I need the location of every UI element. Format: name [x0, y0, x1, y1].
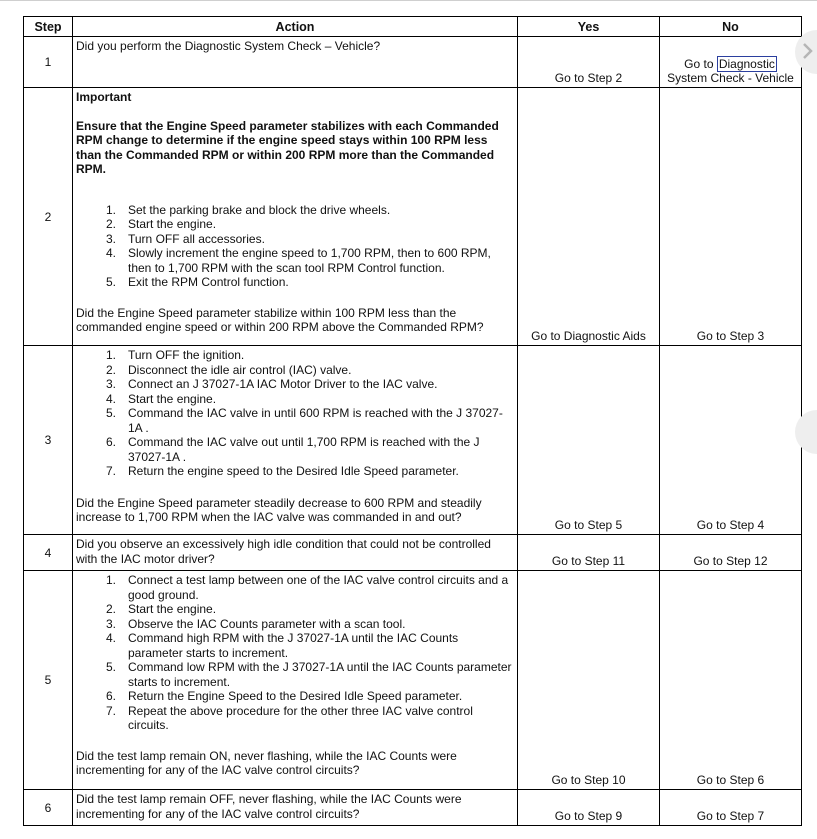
- table-row: [24, 37, 802, 88]
- step-number: 2: [24, 88, 73, 346]
- list-item: 4. Start the engine.: [105, 391, 217, 406]
- action-cell: [73, 571, 518, 790]
- action-cell: [73, 37, 518, 88]
- list-item: 5. Command low RPM with the J 37027-1A until the IAC Counts parameter starts to increment.: [105, 660, 512, 689]
- important-title: Important: [76, 90, 132, 104]
- header-row: [24, 17, 802, 37]
- list-item: 4. Slowly increment the engine speed to 1,700 RPM, then to 600 RPM, then to 1,700 RPM with the scan tool RPM Control function.: [105, 246, 491, 275]
- table-row: [24, 88, 802, 346]
- list-item: 4. Command high RPM with the J 37027-1A until the IAC Counts parameter starts to increment.: [105, 631, 459, 660]
- list-item: 2. Disconnect the idle air control (IAC) valve.: [105, 362, 352, 377]
- no-cell: Go to Step 6: [660, 571, 802, 790]
- header-action: Action: [73, 17, 518, 37]
- step-number: 3: [24, 346, 73, 535]
- important-text: Ensure that the Engine Speed parameter stabilizes with each Commanded RPM change to determine if the engine speed stays within 100 RPM less than the Commanded RPM or within 200 RPM more than the Commanded RPM.: [76, 118, 499, 176]
- header-yes: Yes: [518, 17, 660, 37]
- no-prefix: Go to: [684, 57, 717, 71]
- procedure-list: [76, 348, 514, 479]
- action-cell: [73, 346, 518, 535]
- table-row: [24, 535, 802, 571]
- yes-cell: Go to Diagnostic Aids: [518, 88, 660, 346]
- list-item: 1. Set the parking brake and block the drive wheels.: [105, 202, 391, 217]
- step-number: 6: [24, 790, 73, 826]
- diagnostic-link[interactable]: Diagnostic: [718, 57, 775, 71]
- list-item: 2. Start the engine.: [105, 602, 217, 616]
- list-item: 5. Command the IAC valve in until 600 RPM is reached with the J 37027-1A .: [105, 406, 503, 435]
- no-suffix: System Check - Vehicle: [667, 71, 794, 85]
- list-item: 6. Return the Engine Speed to the Desired Idle Speed parameter.: [105, 689, 463, 703]
- list-item: 1. Connect a test lamp between one of the IAC valve control circuits and a good ground.: [105, 573, 509, 602]
- list-item: 7. Repeat the above procedure for the other three IAC valve control circuits.: [105, 703, 473, 732]
- action-cell: [73, 88, 518, 346]
- diagnostic-table: [23, 16, 802, 826]
- action-cell: [73, 790, 518, 826]
- question-text: Did you observe an excessively high idle condition that could not be controlled with the IAC motor driver?: [76, 537, 491, 566]
- question-text: Did you perform the Diagnostic System Check – Vehicle?: [76, 39, 381, 53]
- yes-cell: Go to Step 10: [518, 571, 660, 790]
- yes-cell: Go to Step 11: [518, 535, 660, 571]
- list-item: 6. Command the IAC valve out until 1,700 RPM is reached with the J 37027-1A .: [105, 435, 480, 464]
- no-cell: Go to Step 12: [660, 535, 802, 571]
- list-item: 3. Turn OFF all accessories.: [105, 231, 265, 246]
- header-step: Step: [24, 17, 73, 37]
- question-text: Did the Engine Speed parameter stabilize within 100 RPM less than the commanded engine speed or within 200 RPM above the Commanded RPM?: [76, 305, 484, 334]
- list-item: 7. Return the engine speed to the Desired Idle Speed parameter.: [105, 464, 459, 478]
- yes-cell: Go to Step 2: [518, 37, 660, 88]
- no-cell: [660, 37, 802, 88]
- question-text: Did the Engine Speed parameter steadily decrease to 600 RPM and steadily increase to 1,700 RPM when the IAC valve was commanded in and out?: [76, 495, 482, 524]
- table-row: [24, 346, 802, 535]
- action-cell: [73, 535, 518, 571]
- header-no: No: [660, 17, 802, 37]
- step-number: 1: [24, 37, 73, 88]
- list-item: 3. Observe the IAC Counts parameter with a scan tool.: [105, 616, 406, 631]
- yes-cell: Go to Step 5: [518, 346, 660, 535]
- step-number: 5: [24, 571, 73, 790]
- list-item: 3. Connect an J 37027-1A IAC Motor Driver to the IAC valve.: [105, 377, 438, 391]
- question-text: Did the test lamp remain ON, never flashing, while the IAC Counts were incrementing for any of the IAC valve control circuits?: [76, 748, 457, 777]
- procedure-list: [76, 573, 514, 733]
- step-number: 4: [24, 535, 73, 571]
- top-divider: [0, 0, 817, 1]
- list-item: 5. Exit the RPM Control function.: [105, 275, 289, 289]
- table-row: [24, 790, 802, 826]
- yes-cell: Go to Step 9: [518, 790, 660, 826]
- no-cell: Go to Step 3: [660, 88, 802, 346]
- list-item: 2. Start the engine.: [105, 217, 217, 231]
- no-cell: Go to Step 4: [660, 346, 802, 535]
- chevron-right-icon: [802, 43, 817, 62]
- no-cell: Go to Step 7: [660, 790, 802, 826]
- list-item: 1. Turn OFF the ignition.: [105, 348, 245, 362]
- procedure-list: [76, 203, 514, 290]
- table-row: [24, 571, 802, 790]
- question-text: Did the test lamp remain OFF, never flashing, while the IAC Counts were incrementing for any of the IAC valve control circuits?: [76, 792, 462, 821]
